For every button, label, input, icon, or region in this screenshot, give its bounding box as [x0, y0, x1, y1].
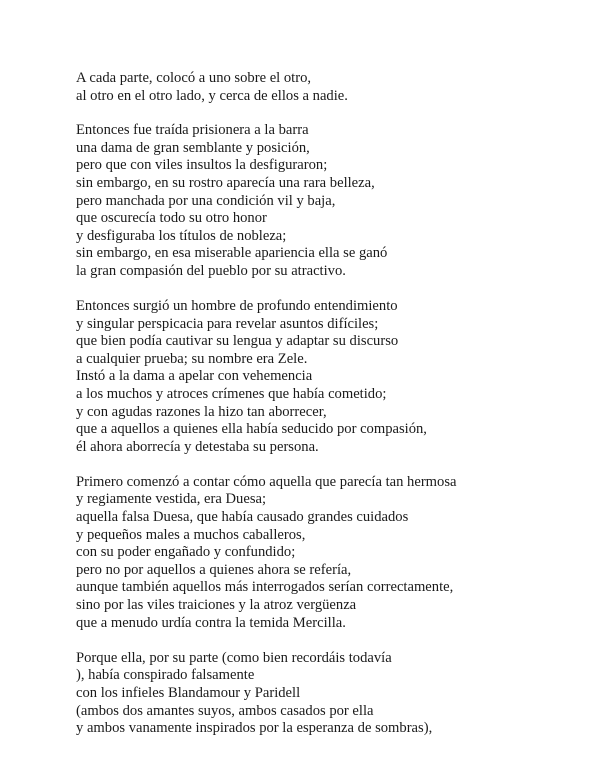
- verse-line: que a aquellos a quienes ella había seducido por compasión,: [76, 421, 427, 438]
- stanza: [76, 650, 576, 738]
- poem-text: [76, 70, 576, 755]
- verse-line: y ambos vanamente inspirados por la esperanza de sombras),: [76, 720, 433, 737]
- verse-line: que bien podía cautivar su lengua y adaptar su discurso: [76, 333, 399, 350]
- verse-line: (ambos dos amantes suyos, ambos casados por ella: [76, 702, 374, 719]
- verse-line: sin embargo, en esa miserable apariencia ella se ganó: [76, 245, 388, 262]
- verse-line: que oscurecía todo su otro honor: [76, 210, 267, 227]
- verse-line: y con agudas razones la hizo tan aborrecer,: [76, 403, 327, 420]
- stanza: [76, 70, 576, 105]
- verse-line: pero que con viles insultos la desfiguraron;: [76, 157, 328, 174]
- verse-line: aunque también aquellos más interrogados serían correctamente,: [76, 579, 454, 596]
- verse-line: él ahora aborrecía y detestaba su persona.: [76, 438, 319, 455]
- verse-line: Primero comenzó a contar cómo aquella que parecía tan hermosa: [76, 473, 457, 490]
- verse-line: a los muchos y atroces crímenes que había cometido;: [76, 386, 387, 402]
- verse-line: y regiamente vestida, era Duesa;: [76, 491, 267, 508]
- verse-line: y desfiguraba los títulos de nobleza;: [76, 227, 287, 244]
- verse-line: Entonces fue traída prisionera a la barra: [76, 122, 309, 139]
- verse-line: sino por las viles traiciones y la atroz vergüenza: [76, 597, 357, 614]
- stanza: [76, 122, 576, 280]
- verse-line: con su poder engañado y confundido;: [76, 544, 296, 561]
- verse-line: Porque ella, por su parte (como bien recordáis todavía: [76, 649, 392, 666]
- verse-line: aquella falsa Duesa, que había causado grandes cuidados: [76, 509, 409, 526]
- verse-line: con los infieles Blandamour y Paridell: [76, 684, 301, 701]
- verse-line: y singular perspicacia para revelar asuntos difíciles;: [76, 315, 379, 332]
- verse-line: sin embargo, en su rostro aparecía una rara belleza,: [76, 174, 375, 191]
- verse-line: ), había conspirado falsamente: [76, 667, 255, 684]
- verse-line: una dama de gran semblante y posición,: [76, 139, 310, 156]
- stanza: [76, 298, 576, 456]
- verse-line: pero no por aquellos a quienes ahora se refería,: [76, 561, 352, 578]
- verse-line: A cada parte, colocó a uno sobre el otro,: [76, 70, 312, 86]
- stanza: [76, 474, 576, 632]
- verse-line: que a menudo urdía contra la temida Mercilla.: [76, 614, 346, 631]
- verse-line: al otro en el otro lado, y cerca de ellos a nadie.: [76, 87, 348, 104]
- verse-line: Entonces surgió un hombre de profundo entendimiento: [76, 298, 398, 315]
- verse-line: y pequeños males a muchos caballeros,: [76, 526, 306, 543]
- verse-line: pero manchada por una condición vil y baja,: [76, 192, 336, 209]
- verse-line: a cualquier prueba; su nombre era Zele.: [76, 350, 308, 367]
- verse-line: la gran compasión del pueblo por su atractivo.: [76, 262, 346, 279]
- verse-line: Instó a la dama a apelar con vehemencia: [76, 368, 313, 385]
